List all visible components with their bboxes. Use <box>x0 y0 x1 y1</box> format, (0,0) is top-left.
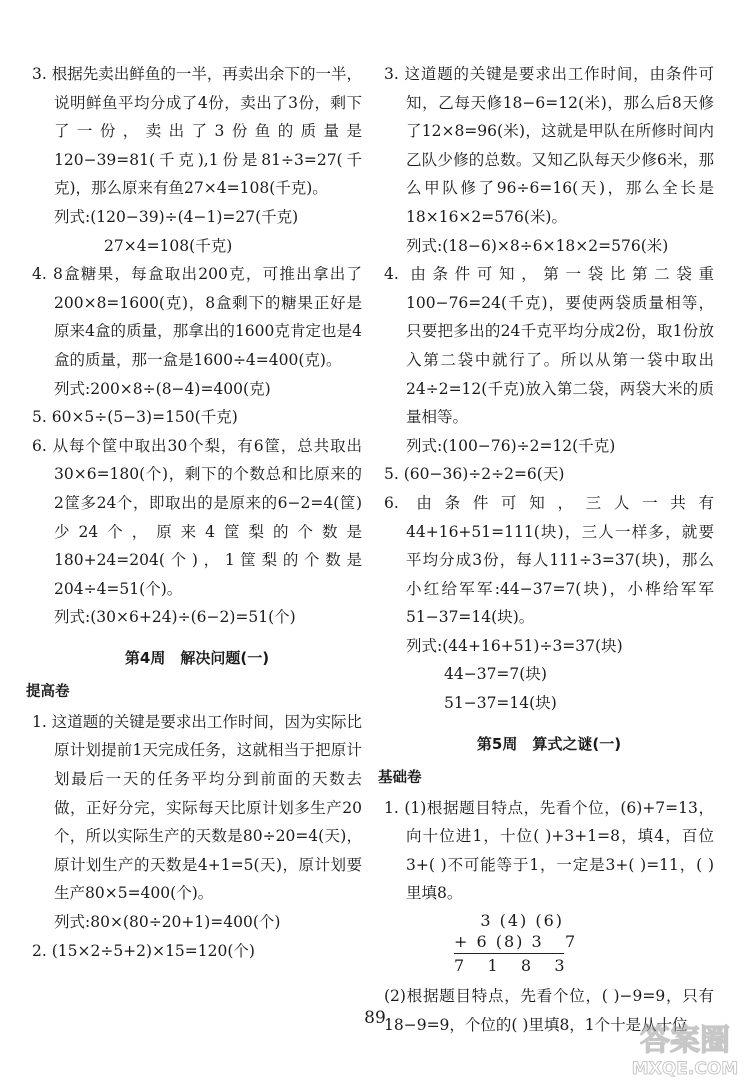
answer-r4-formula: 列式:(100−76)÷2=12(千克) <box>406 436 616 455</box>
vertical-addition-row-2: + 6 (8) 3 7 <box>454 932 578 952</box>
answer-6-formula: 列式:(30×6+24)÷(6−2)=51(个) <box>54 608 296 627</box>
answer-r6: 6. 由条件可知，三人一共有44+16+51=111(块)，三人一样多，就要平均分成3份，每人111÷3=37(块)，那么小红给军军:44−37=7(块)，小桦给军军51−37=14(块)。 <box>384 493 714 627</box>
answer-r4: 4. 由条件可知，第一袋比第二袋重100−76=24(千克)，要使两袋质量相等，只要把多出的24千克平均分成2份，取1份放入第二袋中就行了。所以从第一袋中取出24÷2=12(千克)放入第二袋，两袋大米的质量相等。 <box>384 265 714 427</box>
answer-week4-2: 2. (15×2÷5+2)×15=120(个) <box>32 941 255 960</box>
vertical-addition-result: 7 1 8 3 <box>454 956 567 976</box>
vertical-addition-row-1: 3 (4) (6) <box>480 911 564 931</box>
page-number: 89 <box>364 1008 386 1028</box>
section-heading-week5: 第5周 算式之谜(一) <box>476 734 622 753</box>
answer-r6-formula-2: 44−37=7(块) <box>444 665 547 684</box>
answer-r6-formula: 列式:(44+16+51)÷3=37(块) <box>406 636 623 655</box>
vertical-addition-rule <box>454 953 564 954</box>
answer-r3-formula: 列式:(18−6)×8÷6×18×2=576(米) <box>406 236 669 255</box>
subheading-basic: 基础卷 <box>378 769 422 786</box>
answer-4: 4. 8盒糖果，每盒取出200克，可推出拿出了200×8=1600(克)，8盒剩下的糖果正好是原来4盒的质量，那拿出的1600克肯定也是4盒的质量，那一盒是1600÷4=400(克)。 <box>32 265 362 369</box>
answer-week4-1: 1. 这道题的关键是要求出工作时间，因为实际比原计划提前1天完成任务，这就相当于把原计划最后一天的任务平均分到前面的天数去做，正好分完，实际每天比原计划多生产20个，所以实际生产的天数是80÷20=4(天)，原计划生产的天数是4+1=5(天)，原计划要生产80×5=400(个)。 <box>32 712 362 903</box>
section-heading-week4: 第4周 解决问题(一) <box>124 648 270 667</box>
left-column <box>26 60 362 965</box>
watermark-text: 答案圈 <box>640 1023 730 1058</box>
answer-r3: 3. 这道题的关键是要求出工作时间，由条件可知，乙每天修18−6=12(米)，那么后8天修了12×8=96(米)，这就是甲队在所修时间内乙队少修的总数。又知乙队每天少修6米，那么甲队修了96÷6=16(天)，那么全长是18×16×2=576(米)。 <box>384 65 714 226</box>
right-column <box>378 60 714 1039</box>
vertical-addition <box>454 910 578 976</box>
answer-r5: 5. (60−36)÷2÷2=6(天) <box>384 465 565 484</box>
answer-r6-formula-3: 51−37=14(块) <box>444 694 557 713</box>
watermark-url: MXQE.COM <box>631 1059 739 1079</box>
answer-week4-1-formula: 列式:80×(80÷20+1)=400(个) <box>54 913 281 932</box>
subheading-advanced: 提高卷 <box>26 683 70 700</box>
answer-3-formula: 列式:(120−39)÷(4−1)=27(千克) <box>54 207 299 226</box>
answer-5: 5. 60×5÷(5−3)=150(千克) <box>32 408 238 427</box>
answer-3-formula-2: 27×4=108(千克) <box>104 236 233 255</box>
answer-6: 6. 从每个筐中取出30个梨，有6筐，总共取出30×6=180(个)，剩下的个数总和比原来的2筐多24个，即取出的是原来的6−2=4(筐)少24个，原来4筐梨的个数是180+24=204(个)，1筐梨的个数是204÷4=51(个)。 <box>32 436 362 598</box>
watermark-logo <box>626 1016 744 1080</box>
answer-week5-1: 1. (1)根据题目特点，先看个位，(6)+7=13，向十位进1，十位( )+3+1=8，填4，百位3+( )不可能等于1，一定是3+( )=11，( )里填8。 <box>384 798 714 903</box>
answer-3: 3. 根据先卖出鲜鱼的一半，再卖出余下的一半，说明鲜鱼平均分成了4份，卖出了3份，剩下了一份，卖出了3份鱼的质量是120−39=81(千克),1份是81÷3=27(千克)，那么原来有鱼27×4=108(千克)。 <box>32 65 362 198</box>
answer-week5-1-part2: (2)根据题目特点，先看个位，( )−9=9，只有18−9=9，个位的( )里填8，1个十是从十位 <box>384 987 714 1034</box>
answer-4-formula: 列式:200×8÷(8−4)=400(克) <box>54 379 271 398</box>
